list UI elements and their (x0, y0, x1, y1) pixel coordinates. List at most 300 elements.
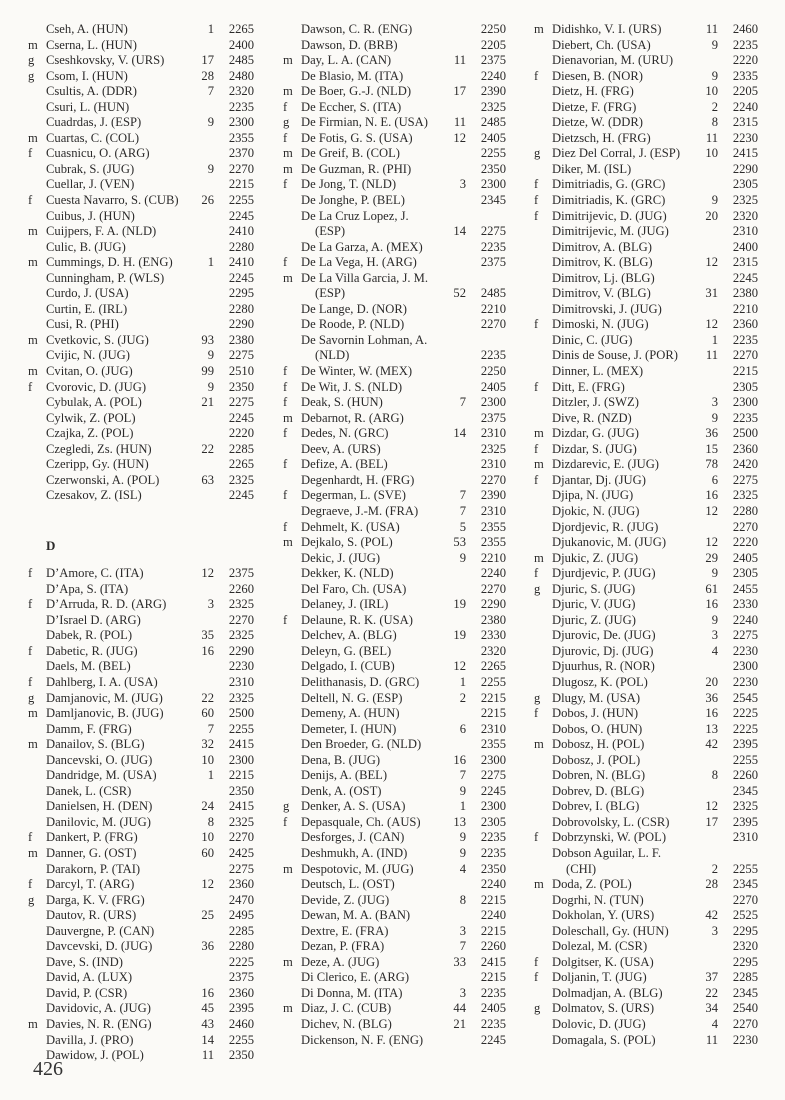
player-title: m (534, 457, 544, 472)
player-rating: 2285 (732, 970, 758, 985)
player-rating: 2230 (732, 674, 758, 689)
player-rating: 2330 (732, 597, 758, 612)
player-title: m (28, 706, 38, 721)
player-rating: 2325 (480, 441, 506, 456)
player-rating: 2305 (480, 814, 506, 829)
player-entry (283, 970, 506, 986)
player-name: Cuadrdas, J. (ESP) (46, 115, 142, 130)
player-entry (283, 240, 506, 256)
player-title: m (534, 877, 544, 892)
player-games: 28 (705, 877, 718, 892)
player-title: f (283, 814, 288, 829)
player-rating: 2310 (480, 426, 506, 441)
player-rating: 2355 (480, 535, 506, 550)
player-title: g (534, 1001, 541, 1016)
player-rating: 2285 (228, 923, 254, 938)
player-entry (28, 488, 254, 504)
player-games: 21 (201, 395, 214, 410)
player-games: 8 (459, 892, 466, 907)
player-name: Cubrak, S. (JUG) (46, 161, 135, 176)
player-rating: 2290 (480, 597, 506, 612)
player-name: De Blasio, M. (ITA) (301, 68, 404, 83)
player-name: Dobren, N. (BLG) (552, 768, 646, 783)
player-games: 8 (711, 768, 718, 783)
player-entry (534, 846, 758, 862)
player-rating: 2235 (480, 985, 506, 1000)
player-name: Cseh, A. (HUN) (46, 22, 128, 36)
player-entry (283, 722, 506, 738)
player-entry (283, 706, 506, 722)
player-name: Cuellar, J. (VEN) (46, 177, 135, 192)
player-name: Dimitrov, A. (BLG) (552, 239, 652, 254)
player-title: f (28, 643, 33, 658)
player-name: Diesen, B. (NOR) (552, 68, 643, 83)
player-games: 60 (201, 845, 214, 860)
player-name: Czesakov, Z. (ISL) (46, 488, 142, 503)
player-entry (283, 846, 506, 862)
player-games: 99 (201, 364, 214, 379)
player-entry (534, 830, 758, 846)
player-entry (283, 799, 506, 815)
player-name: De Greif, B. (COL) (301, 146, 400, 161)
player-entry (534, 566, 758, 582)
column-3 (534, 22, 758, 1048)
player-name: Czajka, Z. (POL) (46, 426, 134, 441)
player-rating: 2325 (732, 799, 758, 814)
player-rating: 2345 (732, 985, 758, 1000)
player-entry (28, 628, 254, 644)
player-entry (534, 209, 758, 225)
player-name: Denker, A. S. (USA) (301, 799, 406, 814)
player-entry (534, 69, 758, 85)
player-entry (28, 644, 254, 660)
player-title: m (28, 737, 38, 752)
player-games: 1 (459, 674, 466, 689)
player-name: Dickenson, N. F. (ENG) (301, 1032, 424, 1047)
player-rating: 2235 (480, 348, 506, 363)
player-name: Dimoski, N. (JUG) (552, 317, 649, 332)
player-rating: 2415 (228, 737, 254, 752)
player-games: 9 (711, 68, 718, 83)
player-games: 78 (705, 457, 718, 472)
player-entry (534, 970, 758, 986)
player-entry (534, 551, 758, 567)
player-entry (28, 753, 254, 769)
player-games: 17 (705, 814, 718, 829)
player-rating: 2325 (228, 472, 254, 487)
player-rating: 2405 (732, 550, 758, 565)
player-name: Dekker, K. (NLD) (301, 566, 394, 581)
player-games: 60 (201, 706, 214, 721)
player-name: Djukanovic, M. (JUG) (552, 535, 667, 550)
player-entry (28, 38, 254, 54)
player-entry (283, 38, 506, 54)
player-entry (534, 457, 758, 473)
player-entry (28, 348, 254, 364)
player-name: Dobosz, H. (POL) (552, 737, 645, 752)
player-name: Delaune, R. K. (USA) (301, 612, 413, 627)
player-entry (283, 1017, 506, 1033)
player-title: f (534, 954, 539, 969)
player-name: Cybulak, A. (POL) (46, 395, 142, 410)
player-rating: 2295 (732, 923, 758, 938)
player-title: m (283, 53, 293, 68)
player-name: De Wit, J. S. (NLD) (301, 379, 403, 394)
player-title: f (534, 970, 539, 985)
player-name: David, P. (CSR) (46, 985, 128, 1000)
player-games: 7 (207, 721, 214, 736)
player-games: 3 (711, 628, 718, 643)
column-2 (283, 22, 506, 1048)
player-rating: 2240 (480, 908, 506, 923)
player-rating: 2220 (228, 426, 254, 441)
player-entry (534, 691, 758, 707)
player-rating: 2410 (228, 224, 254, 239)
player-entry (283, 1001, 506, 1017)
player-rating: 2215 (228, 768, 254, 783)
player-rating: 2310 (480, 457, 506, 472)
player-entry (534, 628, 758, 644)
player-rating: 2300 (480, 395, 506, 410)
player-name: De La Vega, H. (ARG) (301, 255, 417, 270)
player-games: 7 (459, 395, 466, 410)
player-name: De Savornin Lohman, A. (301, 332, 428, 347)
player-rating: 2260 (732, 768, 758, 783)
player-title: f (534, 830, 539, 845)
player-name: Dextre, E. (FRA) (301, 923, 389, 938)
player-games: 7 (459, 503, 466, 518)
player-name: Dimitrov, Lj. (BLG) (552, 270, 655, 285)
player-name: Dave, S. (IND) (46, 954, 123, 969)
player-rating: 2315 (732, 115, 758, 130)
player-rating: 2215 (480, 923, 506, 938)
player-games: 7 (459, 768, 466, 783)
section-letter-heading: D (46, 537, 56, 553)
player-games: 9 (459, 550, 466, 565)
player-name: De La Cruz Lopez, J. (301, 208, 409, 223)
player-rating: 2460 (732, 22, 758, 36)
player-name: Dautov, R. (URS) (46, 908, 137, 923)
player-rating: 2405 (480, 130, 506, 145)
player-title: g (534, 146, 541, 161)
player-name: D’Apa, S. (ITA) (46, 581, 129, 596)
player-rating: 2215 (480, 970, 506, 985)
player-rating: 2345 (732, 783, 758, 798)
player-name: Dobrev, D. (BLG) (552, 783, 645, 798)
player-rating: 2325 (732, 193, 758, 208)
player-rating: 2400 (732, 239, 758, 254)
player-name: Darga, K. V. (FRG) (46, 892, 145, 907)
player-name: Davidovic, A. (JUG) (46, 1001, 151, 1016)
player-entry (283, 380, 506, 396)
player-entry (28, 100, 254, 116)
player-entry (283, 333, 506, 349)
player-name: Dobson Aguilar, L. F. (552, 845, 662, 860)
player-name: Dizdar, S. (JUG) (552, 441, 637, 456)
player-rating: 2360 (228, 877, 254, 892)
player-entry (28, 597, 254, 613)
section-spacer (28, 504, 254, 520)
player-rating: 2455 (732, 581, 758, 596)
player-rating: 2350 (480, 861, 506, 876)
player-games: 3 (711, 395, 718, 410)
player-entry (28, 799, 254, 815)
player-name: Djuric, V. (JUG) (552, 597, 636, 612)
player-games: 10 (705, 146, 718, 161)
player-entry (28, 784, 254, 800)
player-name: Day, L. A. (CAN) (301, 53, 392, 68)
player-title: g (283, 799, 290, 814)
player-rating: 2390 (480, 84, 506, 99)
player-entry (534, 659, 758, 675)
player-games: 42 (705, 908, 718, 923)
player-games: 20 (705, 208, 718, 223)
player-rating: 2510 (228, 364, 254, 379)
player-rating: 2240 (732, 99, 758, 114)
player-title: f (28, 674, 33, 689)
player-name: Doljanin, T. (JUG) (552, 970, 647, 985)
player-rating: 2315 (732, 255, 758, 270)
player-name: Desforges, J. (CAN) (301, 830, 405, 845)
player-title: g (534, 581, 541, 596)
player-name: Djuric, Z. (JUG) (552, 612, 636, 627)
player-title: m (534, 22, 544, 36)
player-name: Czegledi, Zs. (HUN) (46, 441, 152, 456)
player-name: Denk, A. (OST) (301, 783, 382, 798)
player-entry (534, 986, 758, 1002)
player-games: 63 (201, 472, 214, 487)
player-rating: 2310 (480, 503, 506, 518)
player-entry (28, 970, 254, 986)
player-entry (28, 830, 254, 846)
player-entry (534, 504, 758, 520)
player-entry (283, 395, 506, 411)
player-entry (28, 411, 254, 427)
player-entry (283, 442, 506, 458)
player-name: Dandridge, M. (USA) (46, 768, 157, 783)
player-games: 12 (705, 799, 718, 814)
player-entry (283, 209, 506, 225)
player-entry (28, 286, 254, 302)
player-games: 12 (453, 659, 466, 674)
player-games: 5 (459, 519, 466, 534)
player-games: 31 (705, 286, 718, 301)
player-name: De Jonghe, P. (BEL) (301, 193, 405, 208)
player-rating: 2255 (480, 146, 506, 161)
player-entry (283, 955, 506, 971)
player-entry (283, 115, 506, 131)
page-number: 426 (33, 1058, 63, 1080)
player-rating: 2400 (228, 37, 254, 52)
player-rating: 2415 (228, 799, 254, 814)
player-name: De La Villa Garcia, J. M. (301, 270, 429, 285)
player-rating: 2245 (228, 270, 254, 285)
player-rating: 2245 (480, 783, 506, 798)
player-entry (283, 100, 506, 116)
player-name: Cvorovic, D. (JUG) (46, 379, 147, 394)
player-rating: 2325 (228, 690, 254, 705)
player-rating: 2230 (228, 659, 254, 674)
player-name: De Guzman, R. (PHI) (301, 161, 412, 176)
player-games: 10 (705, 84, 718, 99)
player-rating: 2325 (228, 597, 254, 612)
player-entry (28, 893, 254, 909)
player-games: 1 (459, 799, 466, 814)
player-name: Dokholan, Y. (URS) (552, 908, 655, 923)
player-entry (283, 535, 506, 551)
player-name: Darakorn, P. (TAI) (46, 861, 141, 876)
player-name: Dobrzynski, W. (POL) (552, 830, 667, 845)
player-name: D’Amore, C. (ITA) (46, 566, 144, 581)
player-entry (28, 924, 254, 940)
player-entry (534, 737, 758, 753)
player-games: 32 (201, 737, 214, 752)
player-entry (283, 255, 506, 271)
player-games: 22 (201, 690, 214, 705)
player-rating: 2375 (228, 970, 254, 985)
player-name: Dehmelt, K. (USA) (301, 519, 400, 534)
player-entry (28, 815, 254, 831)
player-name: Davcevski, D. (JUG) (46, 939, 153, 954)
player-name: Dimitrov, V. (BLG) (552, 286, 651, 301)
player-entry (28, 317, 254, 333)
player-name: Danilovic, M. (JUG) (46, 814, 151, 829)
player-name: Debarnot, R. (ARG) (301, 410, 404, 425)
player-rating: 2230 (732, 1032, 758, 1047)
player-name: Delgado, I. (CUB) (301, 659, 395, 674)
player-name: Dichev, N. (BLG) (301, 1017, 392, 1031)
player-name: Dietze, F. (FRG) (552, 99, 637, 114)
player-name: Delchev, A. (BLG) (301, 628, 397, 643)
player-rating: 2275 (228, 395, 254, 410)
player-entry (534, 146, 758, 162)
player-rating: 2255 (732, 861, 758, 876)
player-name: Dolezal, M. (CSR) (552, 939, 648, 954)
player-rating: 2275 (732, 628, 758, 643)
player-games: 10 (201, 830, 214, 845)
player-rating: 2235 (480, 239, 506, 254)
player-title: m (283, 1001, 293, 1016)
player-title: f (28, 379, 33, 394)
player-name: Ditt, E. (FRG) (552, 379, 625, 394)
player-entry (283, 286, 506, 302)
player-games: 1 (207, 768, 214, 783)
player-entry (28, 84, 254, 100)
player-entry (283, 862, 506, 878)
player-rating: 2485 (480, 286, 506, 301)
player-entry (283, 768, 506, 784)
player-games: 28 (201, 68, 214, 83)
player-name: Daels, M. (BEL) (46, 659, 131, 674)
player-games: 9 (711, 612, 718, 627)
player-entry (283, 146, 506, 162)
player-name: Davies, N. R. (ENG) (46, 1017, 152, 1031)
player-games: 4 (459, 861, 466, 876)
player-name: Damljanovic, B. (JUG) (46, 706, 164, 721)
player-name: Dinis de Souse, J. (POR) (552, 348, 678, 363)
player-games: 10 (201, 752, 214, 767)
player-name: Dejkalo, S. (POL) (301, 535, 393, 550)
player-entry (283, 659, 506, 675)
player-games: 19 (453, 628, 466, 643)
player-entry (283, 986, 506, 1002)
player-title: f (28, 877, 33, 892)
player-rating: 2480 (228, 68, 254, 83)
player-entry (534, 893, 758, 909)
player-entry (534, 582, 758, 598)
player-rating: 2375 (228, 566, 254, 581)
player-name: De La Garza, A. (MEX) (301, 239, 423, 254)
player-entry (283, 84, 506, 100)
player-entry (534, 131, 758, 147)
player-entry (28, 22, 254, 38)
player-name: Cummings, D. H. (ENG) (46, 255, 173, 270)
player-rating: 2215 (228, 177, 254, 192)
player-entry (283, 348, 506, 364)
player-rating: 2220 (732, 535, 758, 550)
player-name: Cvitan, O. (JUG) (46, 364, 133, 379)
player-name: Dimitrov, K. (BLG) (552, 255, 653, 270)
player-entry (534, 395, 758, 411)
player-rating: 2275 (480, 224, 506, 239)
player-entry (283, 22, 506, 38)
player-name: De Fotis, G. S. (USA) (301, 130, 413, 145)
player-games: 7 (459, 939, 466, 954)
player-entry (534, 1017, 758, 1033)
player-rating: 2280 (228, 301, 254, 316)
player-games: 36 (705, 690, 718, 705)
player-rating: 2360 (732, 317, 758, 332)
player-entry (534, 426, 758, 442)
player-entry (534, 706, 758, 722)
player-rating: 2310 (228, 674, 254, 689)
player-rating: 2270 (480, 317, 506, 332)
player-title: f (283, 364, 288, 379)
player-title: g (534, 690, 541, 705)
player-entry (283, 628, 506, 644)
player-entry (534, 333, 758, 349)
player-name: Csom, I. (HUN) (46, 68, 128, 83)
player-title: m (283, 410, 293, 425)
player-games: 20 (705, 674, 718, 689)
player-name: Dimitrijevic, D. (JUG) (552, 208, 667, 223)
player-name: Dimitrijevic, M. (JUG) (552, 224, 669, 239)
player-games: 16 (201, 643, 214, 658)
player-rating: 2225 (228, 954, 254, 969)
player-rating: 2390 (480, 488, 506, 503)
player-rating: 2375 (480, 410, 506, 425)
player-name: Deleyn, G. (BEL) (301, 643, 392, 658)
player-entry (283, 644, 506, 660)
player-entry (534, 955, 758, 971)
player-name: Cusi, R. (PHI) (46, 317, 119, 332)
player-name: De Winter, W. (MEX) (301, 364, 413, 379)
player-entry (28, 862, 254, 878)
player-entry (283, 317, 506, 333)
player-name: Dinner, L. (MEX) (552, 364, 644, 379)
player-entry (534, 488, 758, 504)
player-name: Dabetic, R. (JUG) (46, 643, 138, 658)
player-name: Cvijic, N. (JUG) (46, 348, 130, 363)
player-entry (28, 53, 254, 69)
player-rating: 2320 (732, 939, 758, 954)
player-games: 16 (705, 706, 718, 721)
player-title: f (283, 99, 288, 114)
player-name: Dena, B. (JUG) (301, 752, 381, 767)
player-rating: 2245 (732, 270, 758, 285)
player-rating: 2245 (228, 410, 254, 425)
player-rating: 2280 (228, 939, 254, 954)
